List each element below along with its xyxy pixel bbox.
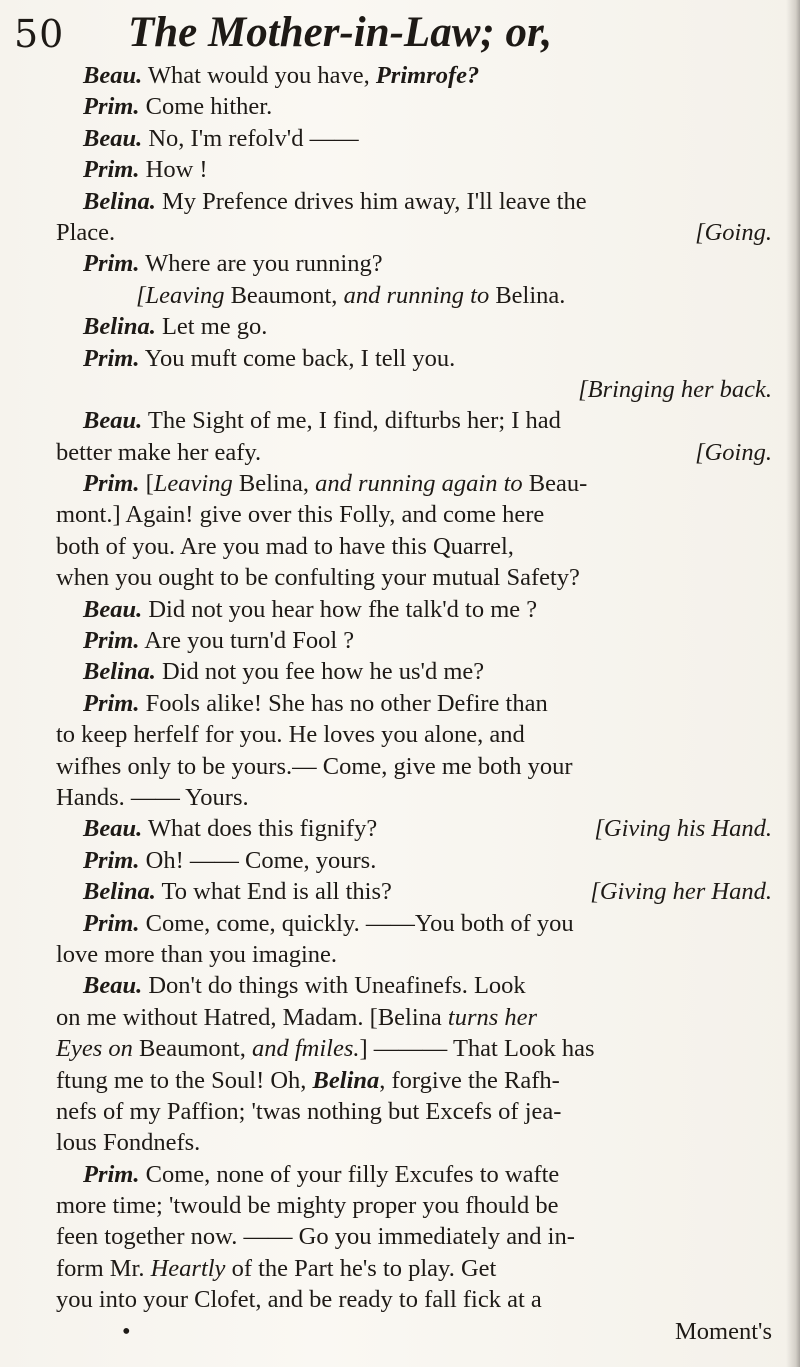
- text-line: [56, 374, 772, 405]
- line-text: Don't do things with Uneafinefs. Look: [142, 972, 526, 1000]
- speaker-name: Prim.: [83, 909, 140, 937]
- line-text: My Prefence drives him away, I'll leave the: [155, 187, 587, 215]
- catchword: Moment's: [675, 1317, 772, 1345]
- line-text: mont.] Again! give over this Folly, and come here: [56, 501, 545, 529]
- line-text: The Sight of me, I find, difturbs her; I had: [142, 407, 561, 435]
- stage-direction: Eyes on: [56, 1035, 133, 1063]
- text-line: [56, 782, 772, 813]
- speaker-name: Prim.: [83, 156, 140, 184]
- line-italic-text: Heartly: [150, 1254, 226, 1282]
- line-text: better make her eafy.: [56, 438, 262, 466]
- stage-direction: [Giving his Hand.: [594, 815, 772, 843]
- line-text: How !: [139, 156, 208, 184]
- text-line: [56, 813, 772, 844]
- speaker-name: Prim.: [83, 344, 140, 372]
- line-text: Where are you running?: [139, 250, 383, 278]
- speaker-name: Beau.: [83, 124, 143, 152]
- stage-direction: Leaving: [153, 470, 233, 498]
- line-text: love more than you imagine.: [56, 940, 337, 968]
- text-line: [56, 1284, 772, 1315]
- line-text: To what End is all this?: [155, 878, 392, 906]
- text-line: [56, 1127, 772, 1158]
- line-text: What does this fignify?: [142, 815, 378, 843]
- text-line: [56, 280, 772, 311]
- page-number: 50: [14, 12, 65, 56]
- line-text: lous Fondnefs.: [56, 1129, 201, 1157]
- line-italic-text: Primrofe?: [375, 62, 480, 89]
- speaker-name: Prim.: [83, 1160, 140, 1188]
- line-text: feen together now. —— Go you immediately and in-: [56, 1223, 575, 1251]
- text-line: [56, 468, 772, 499]
- line-text: form Mr.: [56, 1254, 151, 1282]
- line-text: Belina.: [489, 281, 566, 309]
- text-line: [56, 594, 772, 625]
- text-line: [56, 1002, 772, 1033]
- speaker-name: Prim.: [83, 689, 140, 717]
- text-line: [56, 1316, 772, 1347]
- bullet-mark: •: [122, 1317, 131, 1345]
- text-line: [56, 1033, 772, 1064]
- text-line: [56, 123, 772, 154]
- text-line: [56, 751, 772, 782]
- line-text: What would you have,: [142, 62, 376, 89]
- line-text: You muft come back, I tell you.: [139, 344, 456, 372]
- line-text: when you ought to be confulting your mutual Safety?: [56, 564, 580, 592]
- text-line: [56, 186, 772, 217]
- stage-direction: [Going.: [695, 438, 772, 466]
- stage-direction: turns her: [447, 1003, 538, 1031]
- text-line: [56, 939, 772, 970]
- speaker-name: Beau.: [83, 815, 143, 843]
- speaker-name: Beau.: [83, 972, 143, 1000]
- text-line: [56, 154, 772, 185]
- text-line: [56, 1096, 772, 1127]
- line-text: to keep herfelf for you. He loves you alone, and: [56, 721, 525, 749]
- stage-direction: [Leaving: [136, 281, 225, 309]
- text-line: [56, 876, 772, 907]
- line-text: Beaumont,: [224, 281, 344, 309]
- line-text: Oh! —— Come, yours.: [139, 846, 377, 874]
- text-line: [56, 437, 772, 468]
- line-text: Come, none of your filly Excufes to wafte: [139, 1160, 560, 1188]
- line-text: ] ——— That Look has: [359, 1035, 595, 1063]
- speaker-name: Prim.: [83, 250, 140, 278]
- running-title: [128, 8, 552, 57]
- text-line: [56, 1065, 772, 1096]
- line-text: Are you turn'd Fool ?: [139, 627, 355, 655]
- text-line: [56, 343, 772, 374]
- running-title-main: The Mother-in-Law: [128, 9, 481, 56]
- line-text: Belina,: [232, 470, 316, 498]
- dialogue-text: [56, 60, 772, 1347]
- stage-direction: and fmiles.: [251, 1035, 360, 1063]
- stage-direction: [Giving her Hand.: [590, 878, 772, 906]
- line-text: more time; 'twould be mighty proper you fhould be: [56, 1192, 559, 1220]
- line-text: [: [139, 470, 154, 498]
- line-text: , forgive the Rafh-: [379, 1066, 560, 1094]
- stage-direction: and running again to: [315, 470, 523, 498]
- text-line: [56, 1253, 772, 1284]
- line-text: Come, come, quickly. ——You both of you: [139, 909, 574, 937]
- text-line: [56, 908, 772, 939]
- line-text: both of you. Are you mad to have this Quarrel,: [56, 532, 514, 560]
- speaker-name: Prim.: [83, 93, 140, 121]
- line-text: Hands. —— Yours.: [56, 783, 249, 811]
- stage-direction: [Going.: [695, 218, 772, 246]
- text-line: [56, 217, 772, 248]
- line-text: Beau-: [522, 470, 588, 498]
- speaker-name: Beau.: [83, 407, 143, 435]
- line-text: Come hither.: [139, 93, 273, 121]
- running-title-or: or,: [505, 9, 553, 56]
- line-text: Did not you fee how he us'd me?: [155, 658, 485, 686]
- stage-direction: [Bringing her back.: [578, 375, 772, 403]
- text-line: [56, 1221, 772, 1252]
- text-line: [56, 719, 772, 750]
- line-text: of the Part he's to play. Get: [225, 1254, 497, 1282]
- speaker-name: Belina.: [83, 187, 156, 215]
- text-line: [56, 562, 772, 593]
- text-line: [56, 499, 772, 530]
- line-text: ftung me to the Soul! Oh,: [56, 1066, 313, 1094]
- text-line: [56, 845, 772, 876]
- text-line: [56, 625, 772, 656]
- line-text: Let me go.: [155, 313, 268, 341]
- speaker-name: Prim.: [83, 627, 140, 655]
- line-text: wifhes only to be yours.— Come, give me both your: [56, 752, 573, 780]
- text-line: [56, 970, 772, 1001]
- speaker-name: Beau.: [83, 595, 143, 623]
- text-line: [56, 91, 772, 122]
- text-line: [56, 405, 772, 436]
- line-text: nefs of my Paffion; 'twas nothing but Excefs of jea-: [56, 1097, 562, 1125]
- line-text: Fools alike! She has no other Defire than: [139, 689, 548, 717]
- speaker-name: Belina.: [83, 313, 156, 341]
- text-line: [56, 248, 772, 279]
- text-line: [56, 311, 772, 342]
- text-line: [56, 1190, 772, 1221]
- line-text: Did not you hear how fhe talk'd to me ?: [142, 595, 538, 623]
- text-line: [56, 688, 772, 719]
- line-text: Beaumont,: [132, 1035, 252, 1063]
- line-text: you into your Clofet, and be ready to fall fick at a: [56, 1286, 542, 1314]
- page-edge-shadow: [786, 0, 800, 1367]
- line-text: No, I'm refolv'd ——: [142, 124, 359, 152]
- text-line: [56, 60, 772, 91]
- text-line: [56, 1159, 772, 1190]
- speaker-name: Prim.: [83, 470, 140, 498]
- running-title-separator: ;: [480, 9, 495, 56]
- speaker-name: Belina.: [83, 878, 156, 906]
- text-line: [56, 531, 772, 562]
- text-line: [56, 656, 772, 687]
- stage-direction: and running to: [343, 281, 490, 309]
- speaker-name: Belina: [312, 1066, 380, 1094]
- speaker-name: Prim.: [83, 846, 140, 874]
- speaker-name: Belina.: [83, 658, 156, 686]
- line-text: Place.: [56, 218, 116, 246]
- speaker-name: Beau.: [83, 62, 143, 89]
- line-text: on me without Hatred, Madam. [Belina: [56, 1003, 448, 1031]
